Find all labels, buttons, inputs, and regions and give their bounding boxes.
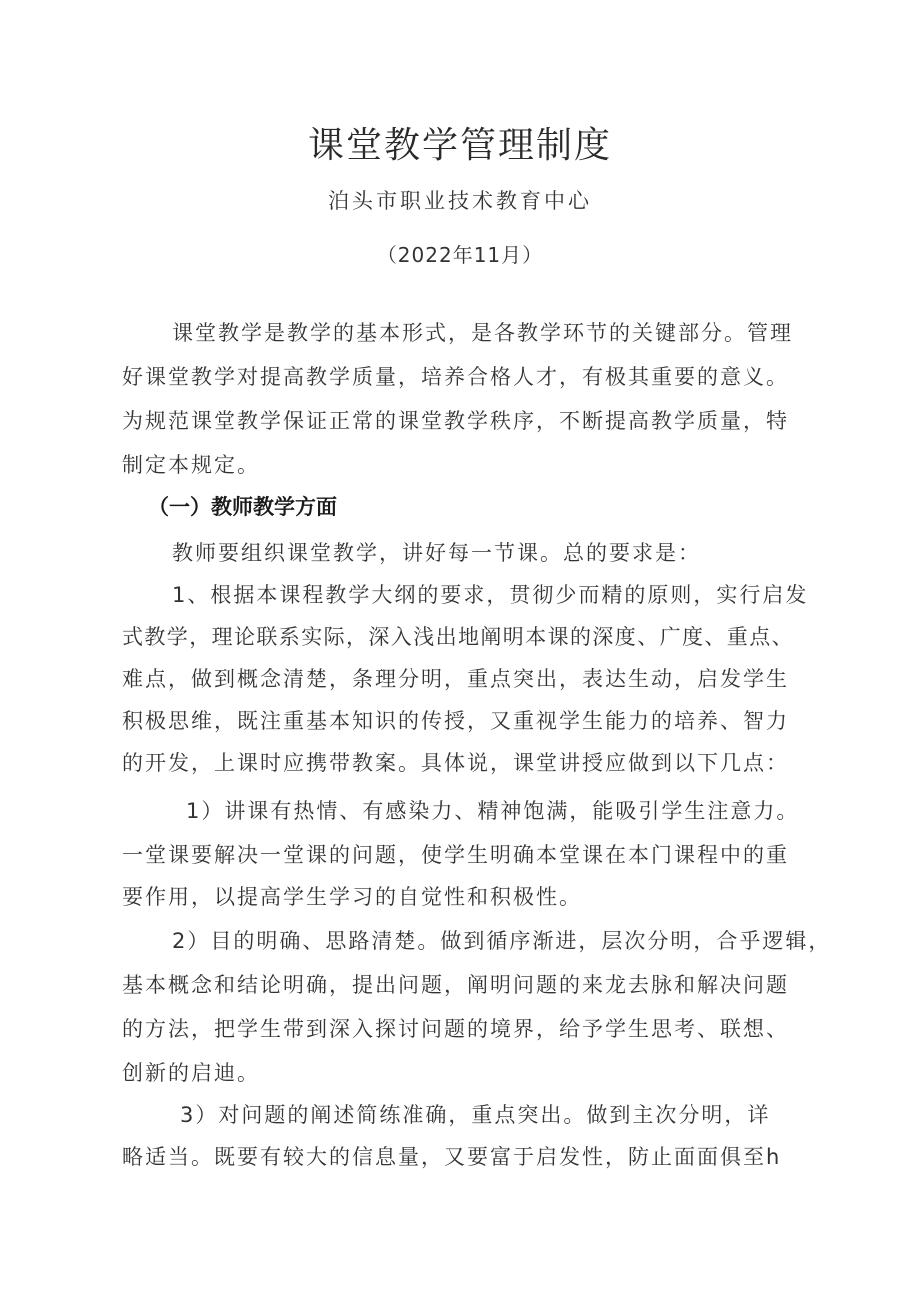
point2-line-3: 的方法，把学生带到深入探讨问题的境界，给予学生思考、联想、 xyxy=(122,1017,789,1041)
point2-line-2: 基本概念和结论明确，提出问题，阐明问题的来龙去脉和解决问题 xyxy=(122,973,789,997)
item1-line-5: 的开发，上课时应携带教案。具体说，课堂讲授应做到以下几点： xyxy=(122,751,789,775)
item1-line-4: 积极思维，既注重基本知识的传授，又重视学生能力的培养、智力 xyxy=(122,709,789,733)
intro-line-3: 为规范课堂教学保证正常的课堂教学秩序，不断提高教学质量，特 xyxy=(122,409,789,433)
section-heading: （一）教师教学方面 xyxy=(148,495,337,519)
point2-line-1: 2）目的明确、思路清楚。做到循序渐进，层次分明，合乎逻辑， xyxy=(172,929,832,953)
point1-line-2: 一堂课要解决一堂课的问题，使学生明确本堂课在本门课程中的重 xyxy=(122,843,789,867)
document-date: （2022年11月） xyxy=(376,243,544,267)
general-requirement: 教师要组织课堂教学，讲好每一节课。总的要求是： xyxy=(172,541,701,565)
intro-line-2: 好课堂教学对提高教学质量，培养合格人才，有极其重要的意义。 xyxy=(122,365,789,389)
document-title: 课堂教学管理制度 xyxy=(307,125,612,166)
organization-name: 泊头市职业技术教育中心 xyxy=(328,189,592,213)
point2-line-4: 创新的启迪。 xyxy=(122,1061,260,1085)
item1-line-3: 难点，做到概念清楚，条理分明，重点突出，表达生动，启发学生 xyxy=(122,667,789,691)
intro-line-4: 制定本规定。 xyxy=(122,453,260,477)
item1-line-1: 1、根据本课程教学大纲的要求，贯彻少而精的原则，实行启发 xyxy=(172,583,809,607)
point3-line-1: 3）对问题的阐述简练准确，重点突出。做到主次分明，详 xyxy=(180,1103,771,1127)
point1-line-1: 1）讲课有热情、有感染力、精神饱满，能吸引学生注意力。 xyxy=(186,799,800,823)
point3-line-2: 略适当。既要有较大的信息量，又要富于启发性，防止面面俱至h xyxy=(122,1145,782,1169)
item1-line-2: 式教学，理论联系实际，深入浅出地阐明本课的深度、广度、重点、 xyxy=(122,625,794,649)
point1-line-3: 要作用，以提高学生学习的自觉性和积极性。 xyxy=(122,885,582,909)
intro-line-1: 课堂教学是教学的基本形式，是各教学环节的关键部分。管理 xyxy=(172,321,793,345)
